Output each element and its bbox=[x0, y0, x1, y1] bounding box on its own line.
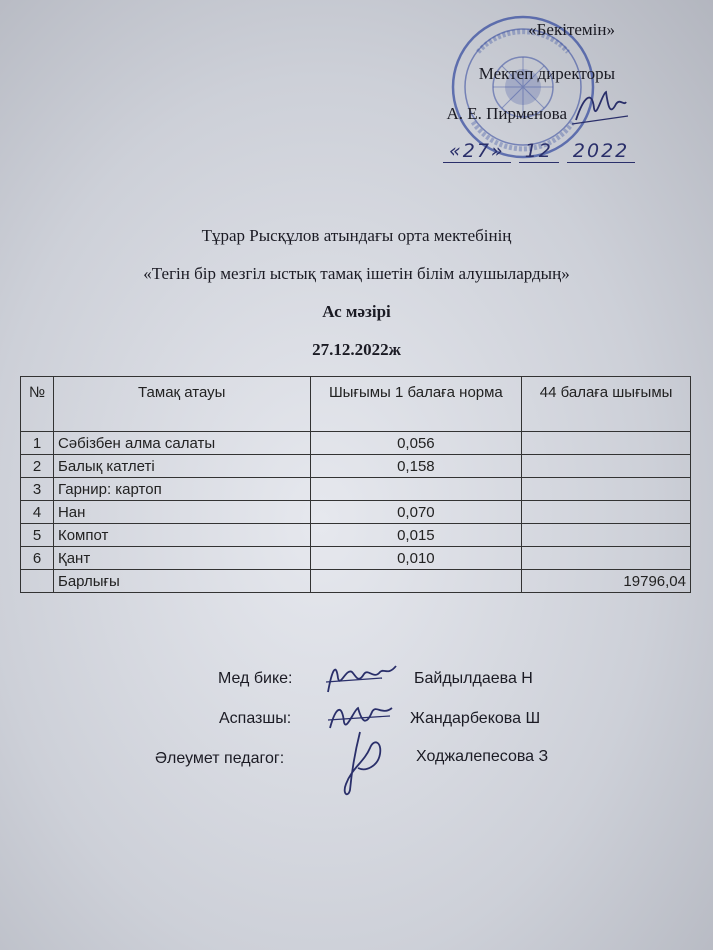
row-number: 4 bbox=[21, 501, 54, 524]
program-name: «Тегін бір мезгіл ыстық тамақ ішетін білім алушылардың» bbox=[143, 264, 570, 283]
table-row bbox=[21, 478, 691, 501]
dish-norm: 0,010 bbox=[310, 547, 522, 570]
column-header-norm: Шығымы 1 балаға норма bbox=[310, 377, 522, 432]
director-name: А. Е. Пирменова bbox=[446, 104, 567, 123]
table-row bbox=[21, 432, 691, 455]
approval-date-year: 2022 bbox=[567, 140, 635, 163]
dish-name: Гарнир: картоп bbox=[53, 478, 310, 501]
dish-total bbox=[522, 524, 691, 547]
column-header-dish: Тамақ атауы bbox=[53, 377, 310, 432]
total-label: Барлығы bbox=[53, 570, 310, 593]
signature-role-cook: Аспазшы: bbox=[219, 710, 292, 727]
column-header-number: № bbox=[21, 377, 54, 432]
dish-total bbox=[522, 547, 691, 570]
table-row bbox=[21, 501, 691, 524]
dish-total bbox=[522, 432, 691, 455]
dish-total bbox=[522, 501, 691, 524]
dish-name: Компот bbox=[53, 524, 310, 547]
dish-norm: 0,158 bbox=[310, 455, 522, 478]
row-number: 5 bbox=[21, 524, 54, 547]
dish-total bbox=[522, 455, 691, 478]
signature-name-social-pedagogue: Ходжалепесова З bbox=[416, 748, 549, 765]
dish-name: Сәбізбен алма салаты bbox=[53, 432, 310, 455]
total-norm bbox=[310, 570, 522, 593]
approval-date-day: «27» bbox=[443, 140, 511, 163]
table-header-row bbox=[21, 377, 691, 432]
signature-name-cook: Жандарбекова Ш bbox=[410, 710, 541, 727]
signature-role-social-pedagogue: Әлеумет педагог: bbox=[155, 750, 285, 767]
total-row bbox=[21, 570, 691, 593]
dish-name: Нан bbox=[53, 501, 310, 524]
table-row bbox=[21, 524, 691, 547]
row-number: 3 bbox=[21, 478, 54, 501]
row-number: 2 bbox=[21, 455, 54, 478]
approval-date bbox=[443, 140, 635, 162]
document-title: Ас мәзірі bbox=[322, 302, 391, 321]
approval-date-month: 12 bbox=[519, 140, 559, 163]
total-row-number bbox=[21, 570, 54, 593]
dish-norm bbox=[310, 478, 522, 501]
signature-role-nurse: Мед бике: bbox=[218, 670, 293, 687]
row-number: 6 bbox=[21, 547, 54, 570]
column-header-total: 44 балаға шығымы bbox=[522, 377, 691, 432]
dish-norm: 0,056 bbox=[310, 432, 522, 455]
menu-table bbox=[20, 376, 691, 593]
document-date: 27.12.2022ж bbox=[312, 340, 401, 359]
social-pedagogue-signature bbox=[330, 728, 390, 800]
table-row bbox=[21, 547, 691, 570]
director-signature bbox=[572, 86, 628, 126]
dish-total bbox=[522, 478, 691, 501]
dish-norm: 0,015 bbox=[310, 524, 522, 547]
row-number: 1 bbox=[21, 432, 54, 455]
dish-norm: 0,070 bbox=[310, 501, 522, 524]
nurse-signature bbox=[322, 658, 402, 698]
school-name: Тұрар Рысқұлов атындағы орта мектебінің bbox=[201, 226, 512, 245]
table-row bbox=[21, 455, 691, 478]
approved-label: «Бекітемін» bbox=[528, 20, 615, 39]
total-value: 19796,04 bbox=[522, 570, 691, 593]
dish-name: Балық катлеті bbox=[53, 455, 310, 478]
dish-name: Қант bbox=[53, 547, 310, 570]
signature-name-nurse: Байдылдаева Н bbox=[414, 670, 533, 687]
director-position: Мектеп директоры bbox=[478, 64, 615, 83]
